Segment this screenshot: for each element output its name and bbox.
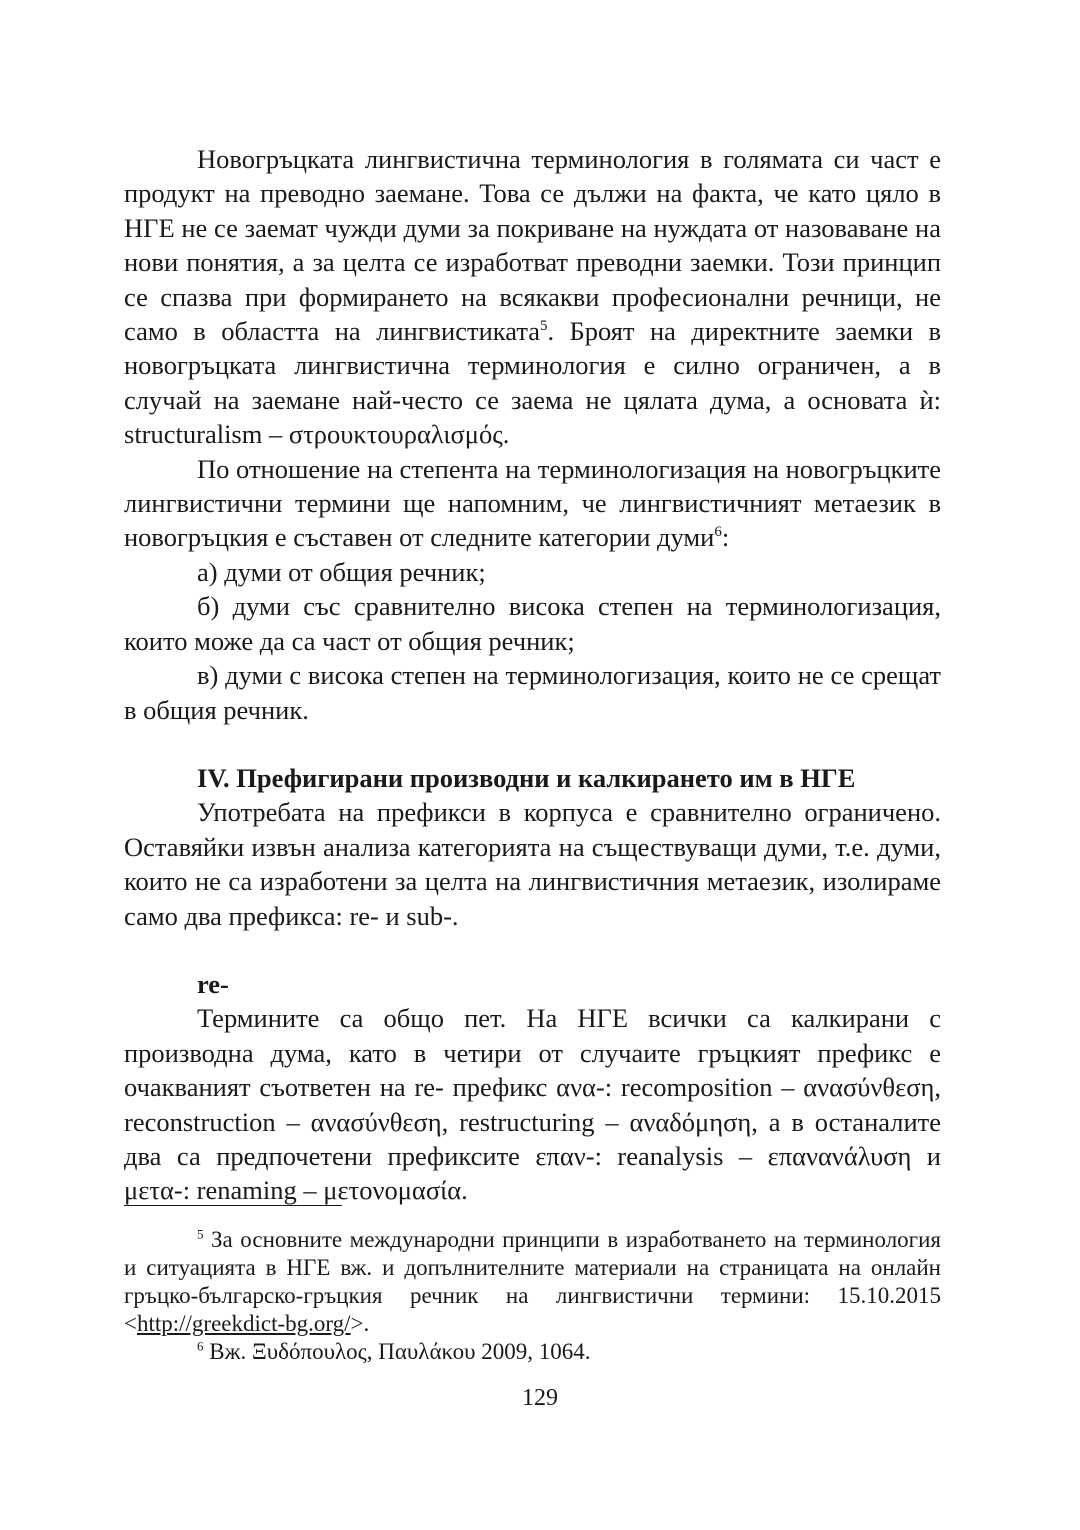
footnote-5 bbox=[124, 1226, 941, 1338]
paragraph-text: . Броят на директните заемки в новогръцката лингвистична терминология е силно ограничен, а в случай на заемане най-често се заема не цялата дума, а основата ѝ: structuralism – στρουκτουραλισμός. bbox=[124, 316, 941, 450]
footnotes bbox=[124, 1226, 941, 1366]
footnote-text: За основните международни принципи в изработването на терминология и ситуацията в НГЕ вж. и допълнителните материали на страницата на онлайн гръцко-българско-гръцкия речник на лингвистични термини: 15.10.2015 < bbox=[124, 1227, 941, 1336]
list-item-b: б) думи със сравнително висока степен на терминологизация, които може да са част от общия речник; bbox=[124, 591, 941, 656]
footnote-6 bbox=[124, 1338, 941, 1366]
paragraph-terminology-intro bbox=[124, 142, 941, 452]
paragraph-prefix-usage: Употребата на префикси в корпуса е сравнително ограничено. Оставяйки извън анализа категорията на съществуващи думи, т.е. думи, които не са изработени за целта на лингвистичния метаезик, изолираме само два префикса: re- и sub-. bbox=[124, 797, 941, 931]
list-item-a: а) думи от общия речник; bbox=[197, 556, 486, 587]
paragraph-text: Новогръцката лингвистична терминология в голямата си част е продукт на преводно заемане. Това се дължи на факта, че като цяло в НГЕ не се заемат чужди думи за покриване на нуждата от назоваване на нови понятия, а за целта се изработват преводни заемки. Този принцип се спазва при формирането на всякакви професионални речници, не само в областта на лингвистиката bbox=[124, 144, 941, 347]
footnote-text: Вж. Ξυδόπουλος, Παυλάκου 2009, 1064. bbox=[203, 1339, 591, 1364]
footnote-ref-6[interactable]: 6 bbox=[714, 524, 722, 541]
paragraph-text: : bbox=[721, 522, 730, 553]
footnote-number-5: 5 bbox=[197, 1226, 204, 1242]
subsection-heading-re: re- bbox=[197, 968, 229, 999]
page-number: 129 bbox=[522, 1385, 558, 1411]
paragraph-terminologization bbox=[124, 452, 941, 555]
footnote-ref-5[interactable]: 5 bbox=[539, 318, 548, 335]
footnote-link[interactable]: http://greekdict-bg.org/ bbox=[136, 1311, 351, 1336]
list-item-v: в) думи с висока степен на терминологизация, които не се срещат в общия речник. bbox=[124, 660, 941, 725]
footnote-divider bbox=[124, 1205, 342, 1206]
footnote-number-6: 6 bbox=[197, 1338, 204, 1354]
paragraph-re-terms: Термините са общо пет. На НГЕ всички са калкирани с производна дума, като в четири от случаите гръцкият префикс е очакваният съответен на re- префикс ανα-: recomposition – ανασύνθεση, reconstruction – ανασύνθεση, restructuring – αναδόμηση, а в останалите два са предпочетени префиксите επαν-: reanalysis – επανανάλυση и μετα-: renaming – μετονομασία. bbox=[124, 1003, 941, 1206]
section-heading-iv: IV. Префигирани производни и калкирането им в НГЕ bbox=[197, 762, 856, 793]
paragraph-text: По отношение на степента на терминологизация на новогръцките лингвистични термини ще напомним, че лингвистичният метаезик в новогръцкия е съставен от следните категории думи bbox=[124, 453, 941, 553]
footnote-text-end: >. bbox=[350, 1311, 370, 1336]
main-text bbox=[124, 142, 941, 1208]
